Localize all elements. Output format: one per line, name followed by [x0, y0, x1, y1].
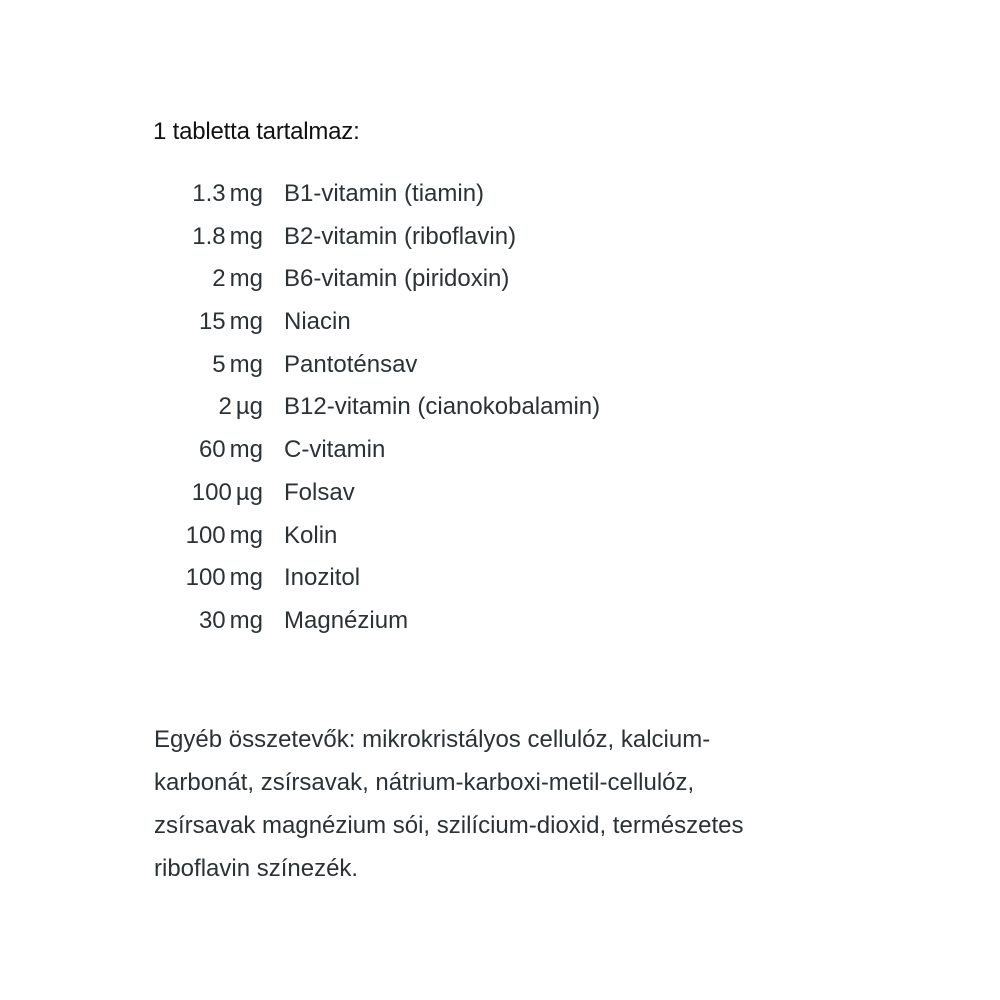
- ingredient-name: B1-vitamin (tiamin): [284, 180, 485, 207]
- amount-unit: mg: [229, 308, 263, 336]
- ingredient-name: B6-vitamin (piridoxin): [284, 265, 510, 293]
- amount-unit: mg: [229, 436, 263, 464]
- ingredient-row: [150, 557, 850, 600]
- amount-value: 1.3: [192, 180, 226, 207]
- other-ingredients-paragraph: [154, 718, 794, 890]
- ingredient-name: B12-vitamin (cianokobalamin): [284, 393, 601, 421]
- ingredient-name: C-vitamin: [284, 436, 386, 464]
- amount-value: 2: [218, 393, 232, 421]
- ingredient-name: Kolin: [284, 521, 338, 549]
- ingredient-row: [150, 429, 850, 472]
- ingredient-row: [150, 258, 850, 301]
- ingredient-row: [150, 301, 850, 344]
- ingredient-name: Folsav: [284, 478, 355, 506]
- amount-value: 15: [198, 308, 226, 336]
- amount-value: 60: [198, 436, 226, 464]
- ingredient-amount: [150, 173, 263, 216]
- amount-value: 2: [212, 265, 226, 293]
- ingredient-amount: [150, 429, 263, 472]
- amount-value: 5: [212, 350, 226, 378]
- amount-unit: mg: [229, 564, 263, 592]
- ingredient-amount: [150, 472, 263, 515]
- other-ingredients-line: Egyéb összetevők: mikrokristályos cellulóz, kalcium-: [154, 726, 711, 753]
- ingredient-row: [150, 344, 850, 387]
- amount-value: 100: [185, 564, 226, 592]
- ingredient-amount: [150, 301, 263, 344]
- amount-unit: mg: [229, 222, 263, 250]
- ingredient-row: [150, 515, 850, 558]
- amount-value: 100: [185, 521, 226, 549]
- amount-value: 30: [198, 606, 226, 634]
- amount-unit: µg: [235, 478, 263, 506]
- ingredient-name: Niacin: [284, 308, 351, 336]
- amount-unit: mg: [229, 606, 263, 634]
- other-ingredients-line: karbonát, zsírsavak, nátrium-karboxi-metil-cellulóz,: [154, 769, 695, 796]
- other-ingredients-line: zsírsavak magnézium sói, szilícium-dioxid, természetes: [154, 812, 744, 839]
- amount-unit: mg: [229, 521, 263, 549]
- ingredient-amount: [150, 258, 263, 301]
- ingredient-amount: [150, 515, 263, 558]
- ingredient-name: B2-vitamin (riboflavin): [284, 222, 517, 250]
- ingredient-row: [150, 216, 850, 259]
- amount-value: 1.8: [192, 222, 226, 250]
- amount-value: 100: [191, 478, 232, 506]
- ingredient-name: Pantoténsav: [284, 350, 418, 378]
- amount-unit: mg: [229, 180, 263, 207]
- ingredient-amount: [150, 344, 263, 387]
- ingredient-row: [150, 173, 850, 216]
- ingredient-amount: [150, 557, 263, 600]
- ingredient-amount: [150, 386, 263, 429]
- amount-unit: mg: [229, 350, 263, 378]
- ingredient-name: Magnézium: [284, 606, 409, 634]
- ingredient-amount: [150, 600, 263, 643]
- page-title: 1 tabletta tartalmaz:: [153, 118, 360, 145]
- ingredient-name: Inozitol: [284, 564, 361, 592]
- ingredient-row: [150, 386, 850, 429]
- amount-unit: µg: [235, 393, 263, 421]
- amount-unit: mg: [229, 265, 263, 293]
- ingredient-list: [150, 173, 850, 643]
- ingredient-amount: [150, 216, 263, 259]
- ingredient-row: [150, 600, 850, 643]
- ingredient-row: [150, 472, 850, 515]
- other-ingredients-line: riboflavin színezék.: [154, 855, 359, 882]
